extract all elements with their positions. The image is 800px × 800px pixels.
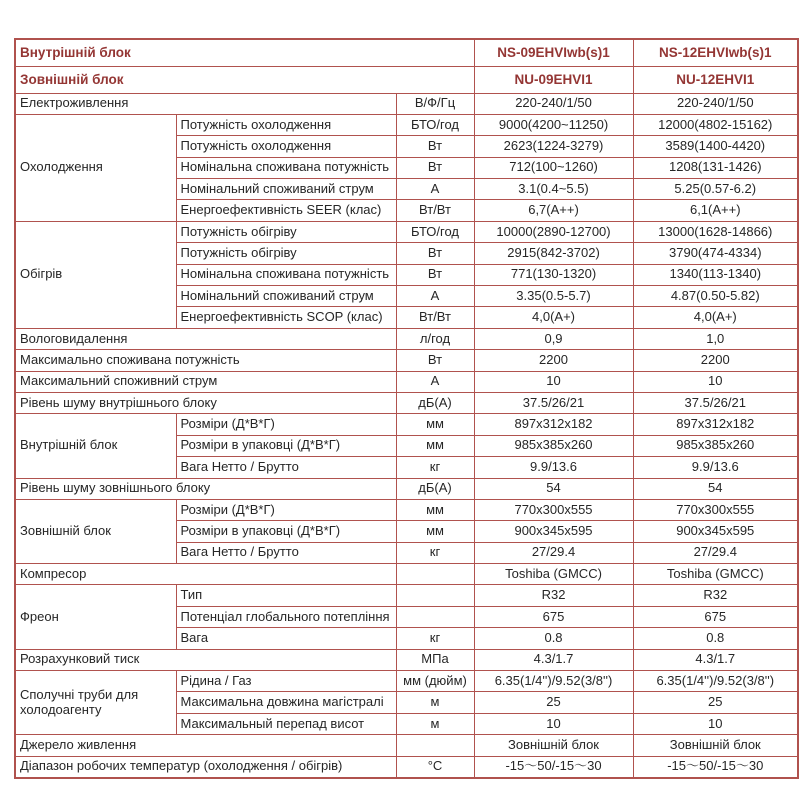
unit-cell: мм (дюйм): [396, 671, 474, 692]
param-label: Джерело живлення: [15, 735, 396, 756]
param-label: Компресор: [15, 564, 396, 585]
param-label: Розрахунковий тиск: [15, 649, 396, 670]
value-cell: 985x385x260: [474, 435, 633, 456]
spec-row: [15, 114, 798, 135]
value-cell: Toshiba (GMCC): [474, 564, 633, 585]
value-cell: Зовнішній блок: [633, 735, 798, 756]
spec-row: [15, 478, 798, 499]
value-cell: 675: [474, 606, 633, 627]
unit-cell: кг: [396, 628, 474, 649]
model-2-outdoor-name: NU-12EHVI1: [633, 66, 798, 93]
value-cell: 9.9/13.6: [474, 457, 633, 478]
unit-cell: [396, 564, 474, 585]
param-label: Максимальна довжина магістралі: [176, 692, 396, 713]
spec-row: [15, 371, 798, 392]
value-cell: 770x300x555: [474, 499, 633, 520]
category-cell-refrigerant: Фреон: [15, 585, 176, 649]
spec-row: [15, 756, 798, 777]
param-label: Розміри (Д*В*Г): [176, 499, 396, 520]
unit-cell: дБ(А): [396, 478, 474, 499]
param-label: Максимально споживана потужність: [15, 350, 396, 371]
header-row: [15, 66, 798, 93]
value-cell: 6,7(A++): [474, 200, 633, 221]
value-cell: 897x312x182: [474, 414, 633, 435]
unit-cell: [396, 606, 474, 627]
value-cell: 10: [633, 371, 798, 392]
unit-cell: А: [396, 371, 474, 392]
value-cell: 37.5/26/21: [633, 392, 798, 413]
value-cell: 1,0: [633, 328, 798, 349]
param-label: Максимальний споживний струм: [15, 371, 396, 392]
value-cell: 985x385x260: [633, 435, 798, 456]
unit-cell: А: [396, 286, 474, 307]
spec-row: [15, 392, 798, 413]
unit-cell: м: [396, 713, 474, 734]
unit-cell: дБ(А): [396, 392, 474, 413]
unit-cell: мм: [396, 521, 474, 542]
value-cell: 0.8: [474, 628, 633, 649]
value-cell: R32: [633, 585, 798, 606]
param-label: Діапазон робочих температур (охолодження / обігрів): [15, 756, 396, 777]
param-label: Номінальний споживаний струм: [176, 286, 396, 307]
value-cell: 1208(131-1426): [633, 157, 798, 178]
param-label: Номінальний споживаний струм: [176, 179, 396, 200]
value-cell: 4.3/1.7: [633, 649, 798, 670]
unit-cell: А: [396, 179, 474, 200]
header-row: [15, 39, 798, 66]
spec-row: [15, 93, 798, 114]
unit-cell: БТО/год: [396, 221, 474, 242]
unit-cell: кг: [396, 542, 474, 563]
param-label: Номінальна споживана потужність: [176, 157, 396, 178]
unit-cell: МПа: [396, 649, 474, 670]
value-cell: -15～50/-15～30: [633, 756, 798, 777]
param-label: Потенціал глобального потепління: [176, 606, 396, 627]
model-1-outdoor-name: NU-09EHVI1: [474, 66, 633, 93]
value-cell: 0.8: [633, 628, 798, 649]
unit-cell: Вт: [396, 157, 474, 178]
unit-cell: БТО/год: [396, 114, 474, 135]
value-cell: 54: [474, 478, 633, 499]
value-cell: 3.1(0.4~5.5): [474, 179, 633, 200]
value-cell: 6,1(A++): [633, 200, 798, 221]
value-cell: 4,0(A+): [633, 307, 798, 328]
spec-row: [15, 499, 798, 520]
value-cell: 10: [474, 371, 633, 392]
value-cell: 5.25(0.57-6.2): [633, 179, 798, 200]
unit-cell: Вт: [396, 264, 474, 285]
value-cell: 27/29.4: [633, 542, 798, 563]
unit-cell: [396, 735, 474, 756]
value-cell: 13000(1628-14866): [633, 221, 798, 242]
param-label: Розміри в упаковці (Д*В*Г): [176, 521, 396, 542]
value-cell: 54: [633, 478, 798, 499]
category-cell-outdoor-unit: Зовнішній блок: [15, 499, 176, 563]
value-cell: -15～50/-15～30: [474, 756, 633, 777]
unit-cell: кг: [396, 457, 474, 478]
spec-row: [15, 328, 798, 349]
value-cell: 10: [474, 713, 633, 734]
value-cell: 2915(842-3702): [474, 243, 633, 264]
param-label: Рівень шуму внутрішнього блоку: [15, 392, 396, 413]
value-cell: 3589(1400-4420): [633, 136, 798, 157]
unit-cell: Вт: [396, 136, 474, 157]
value-cell: 6.35(1/4'')/9.52(3/8''): [633, 671, 798, 692]
param-label: Електроживлення: [15, 93, 396, 114]
value-cell: 37.5/26/21: [474, 392, 633, 413]
param-label: Максимальный перепад висот: [176, 713, 396, 734]
value-cell: 1340(113-1340): [633, 264, 798, 285]
value-cell: 4.87(0.50-5.82): [633, 286, 798, 307]
value-cell: 2200: [633, 350, 798, 371]
model-2-indoor-name: NS-12EHVIwb(s)1: [633, 39, 798, 66]
value-cell: 3790(474-4334): [633, 243, 798, 264]
spec-row: [15, 564, 798, 585]
value-cell: 900x345x595: [474, 521, 633, 542]
spec-row: [15, 649, 798, 670]
value-cell: 9.9/13.6: [633, 457, 798, 478]
value-cell: 770x300x555: [633, 499, 798, 520]
param-label: Енергоефективність SEER (клас): [176, 200, 396, 221]
spec-row: [15, 414, 798, 435]
unit-cell: [396, 585, 474, 606]
value-cell: 4.3/1.7: [474, 649, 633, 670]
value-cell: 10: [633, 713, 798, 734]
unit-cell: Вт: [396, 243, 474, 264]
unit-cell: м: [396, 692, 474, 713]
param-label: Розміри (Д*В*Г): [176, 414, 396, 435]
param-label: Потужність охолодження: [176, 114, 396, 135]
value-cell: 220-240/1/50: [474, 93, 633, 114]
param-label: Вага Нетто / Брутто: [176, 542, 396, 563]
param-label: Вага: [176, 628, 396, 649]
value-cell: 2623(1224-3279): [474, 136, 633, 157]
unit-cell: Вт: [396, 350, 474, 371]
value-cell: 4,0(A+): [474, 307, 633, 328]
indoor-unit-header: Внутрішній блок: [15, 39, 474, 66]
param-label: Вага Нетто / Брутто: [176, 457, 396, 478]
value-cell: 3.35(0.5-5.7): [474, 286, 633, 307]
value-cell: 25: [633, 692, 798, 713]
spec-row: [15, 735, 798, 756]
param-label: Рідина / Газ: [176, 671, 396, 692]
param-label: Вологовидалення: [15, 328, 396, 349]
category-cell-indoor-unit: Внутрішній блок: [15, 414, 176, 478]
param-label: Розміри в упаковці (Д*В*Г): [176, 435, 396, 456]
unit-cell: В/Ф/Гц: [396, 93, 474, 114]
spec-row: [15, 221, 798, 242]
value-cell: 2200: [474, 350, 633, 371]
model-1-indoor-name: NS-09EHVIwb(s)1: [474, 39, 633, 66]
value-cell: 10000(2890-12700): [474, 221, 633, 242]
value-cell: 220-240/1/50: [633, 93, 798, 114]
value-cell: 9000(4200~11250): [474, 114, 633, 135]
value-cell: 25: [474, 692, 633, 713]
param-label: Енергоефективність SCOP (клас): [176, 307, 396, 328]
category-cell-cooling: Охолодження: [15, 114, 176, 221]
spec-row: [15, 585, 798, 606]
spec-row: [15, 671, 798, 692]
unit-cell: °C: [396, 756, 474, 777]
unit-cell: мм: [396, 414, 474, 435]
spec-row: [15, 350, 798, 371]
category-cell-pipes: Сполучні труби для холодоагенту: [15, 671, 176, 735]
category-cell-heating: Обігрів: [15, 221, 176, 328]
value-cell: 0,9: [474, 328, 633, 349]
param-label: Тип: [176, 585, 396, 606]
param-label: Потужність охолодження: [176, 136, 396, 157]
param-label: Потужність обігріву: [176, 243, 396, 264]
unit-cell: Вт/Вт: [396, 307, 474, 328]
value-cell: 900x345x595: [633, 521, 798, 542]
value-cell: 12000(4802-15162): [633, 114, 798, 135]
value-cell: 27/29.4: [474, 542, 633, 563]
value-cell: Зовнішній блок: [474, 735, 633, 756]
value-cell: 771(130-1320): [474, 264, 633, 285]
spec-table: [14, 38, 799, 779]
spec-table-body: [15, 39, 798, 778]
value-cell: 712(100~1260): [474, 157, 633, 178]
param-label: Номінальна споживана потужність: [176, 264, 396, 285]
outdoor-unit-header: Зовнішній блок: [15, 66, 474, 93]
value-cell: 897x312x182: [633, 414, 798, 435]
value-cell: R32: [474, 585, 633, 606]
value-cell: 675: [633, 606, 798, 627]
unit-cell: Вт/Вт: [396, 200, 474, 221]
value-cell: 6.35(1/4'')/9.52(3/8''): [474, 671, 633, 692]
param-label: Рівень шуму зовнішнього блоку: [15, 478, 396, 499]
value-cell: Toshiba (GMCC): [633, 564, 798, 585]
unit-cell: л/год: [396, 328, 474, 349]
param-label: Потужність обігріву: [176, 221, 396, 242]
unit-cell: мм: [396, 435, 474, 456]
unit-cell: мм: [396, 499, 474, 520]
